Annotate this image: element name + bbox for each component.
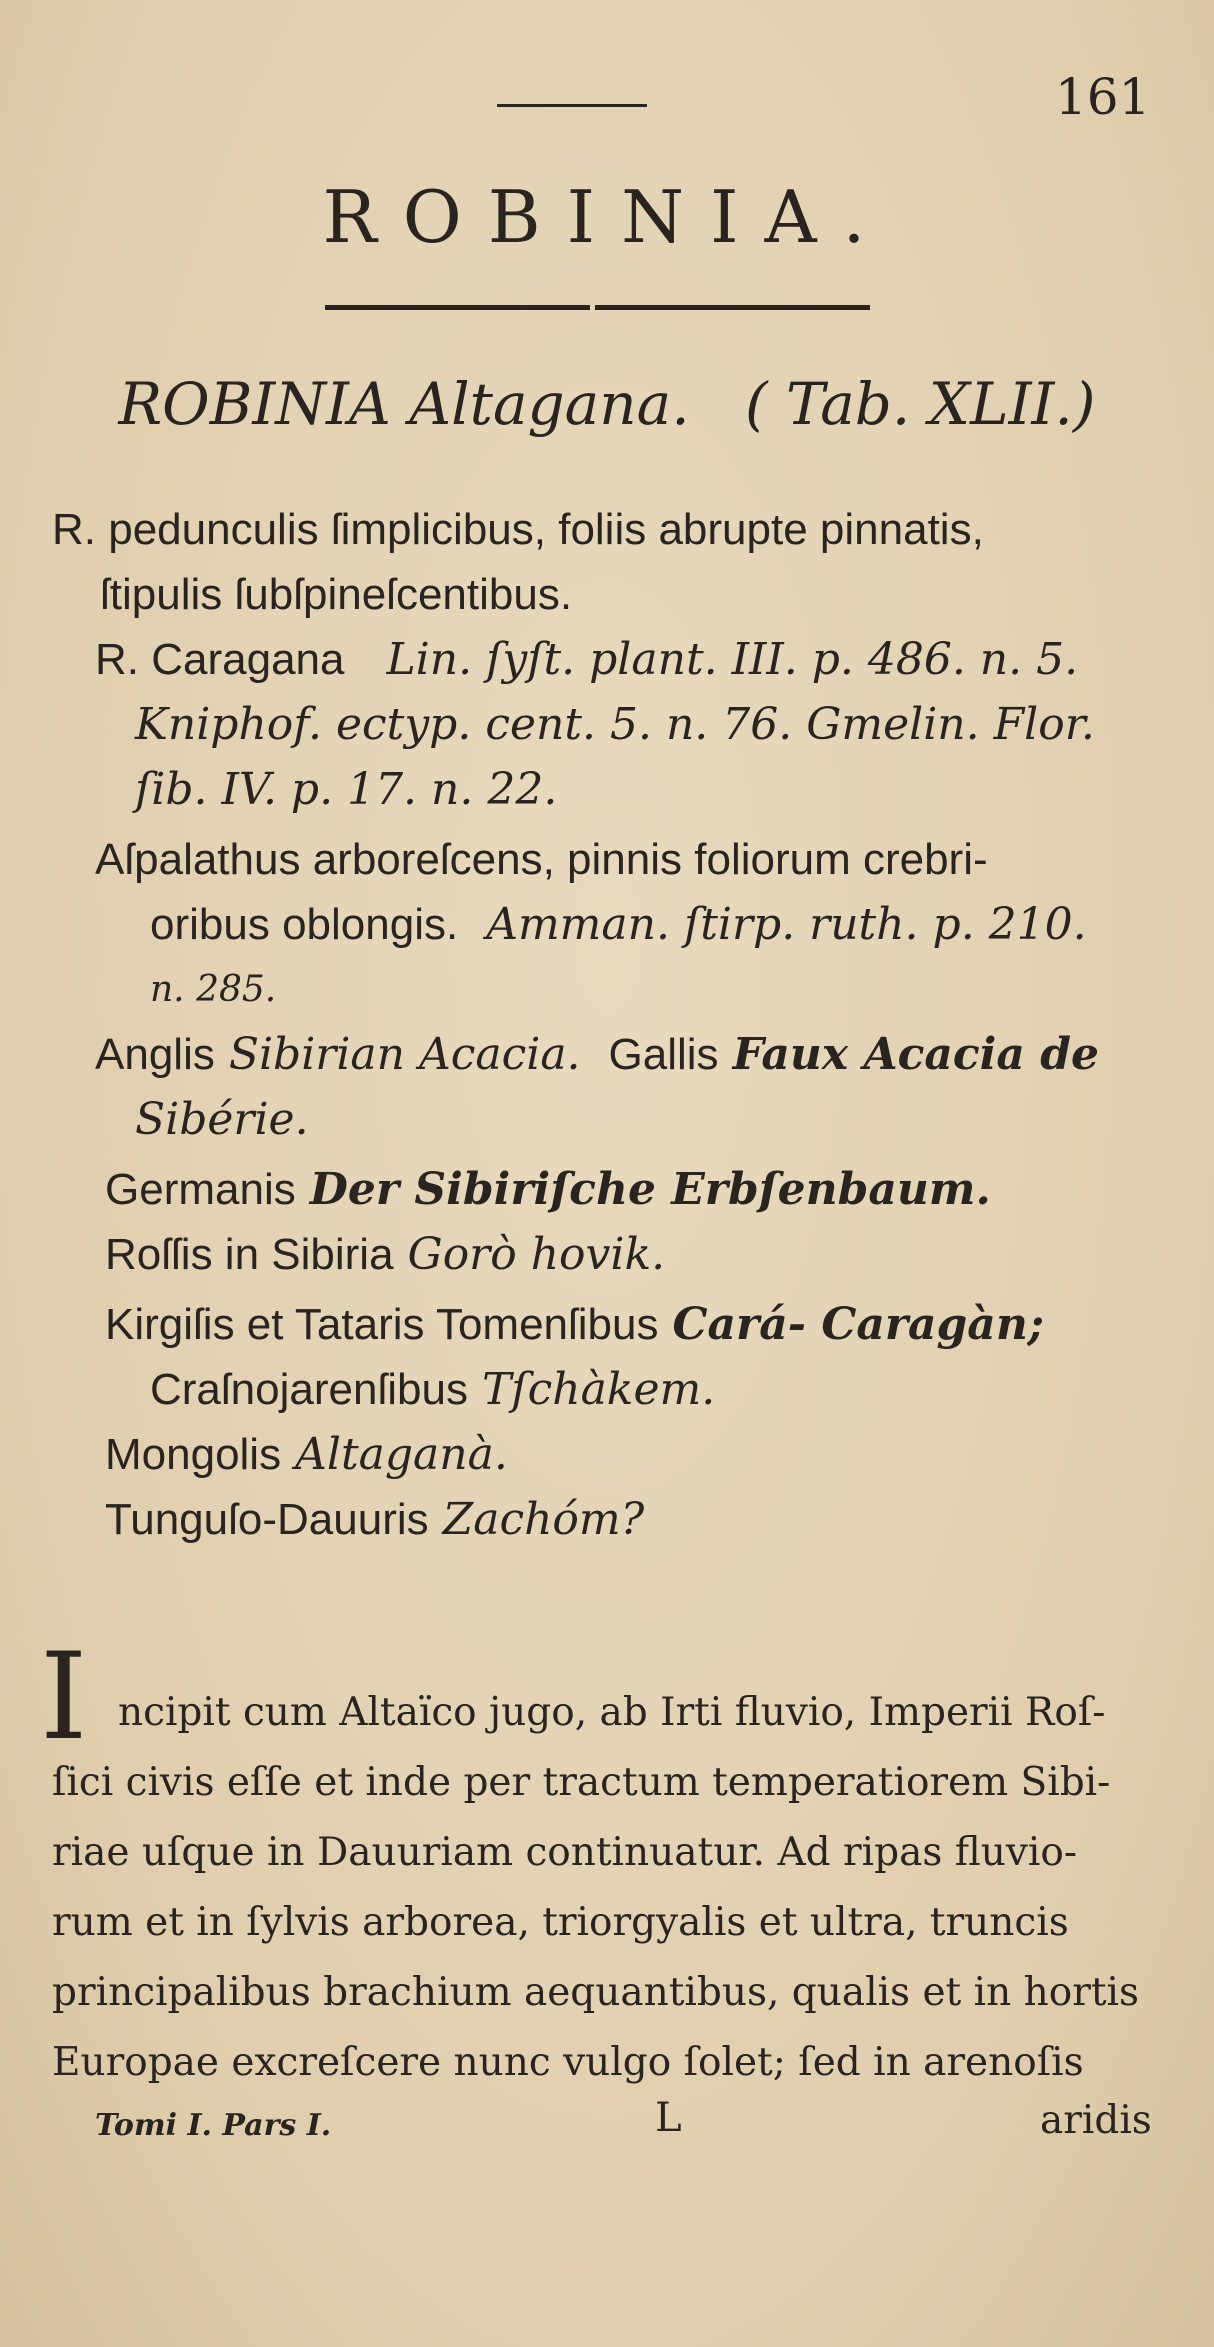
synonym-2-text: oribus oblongis. [150, 900, 459, 949]
vernacular-germanis [105, 1160, 991, 1220]
lang-label-gallis: Gallis [608, 1030, 719, 1079]
name-tunguso-dauuris: Zachóm? [442, 1494, 645, 1545]
body-line-6: Europae excreſcere nunc vulgo ſolet; ſed in arenoſis [52, 2040, 1084, 2085]
synonym-2-citation: Amman. ſtirp. ruth. p. 210. [486, 899, 1087, 950]
body-line-5: principalibus brachium aequantibus, qualis et in hortis [52, 1970, 1140, 2015]
vernacular-tunguso-dauuris [105, 1490, 644, 1550]
footer-catchword: aridis [1040, 2098, 1152, 2143]
footer-signature: L [655, 2095, 682, 2141]
header-rule [497, 104, 647, 107]
name-germanis: Der Sibiriſche Erbſenbaum. [309, 1164, 991, 1215]
name-gallis-continued: Sibérie. [135, 1094, 309, 1145]
name-crasnojarensibus: Tſchàkem. [481, 1364, 716, 1415]
name-rossis: Gorò hovik. [407, 1229, 666, 1280]
species-name: ROBINIA Altagana. [118, 370, 690, 438]
lang-label-tunguso-dauuris: Tunguſo-Dauuris [105, 1495, 429, 1544]
synonym-1-name: R. Caragana [95, 635, 345, 684]
body-line-2: ſici civis eſſe et inde per tractum temperatiorem Sibi- [52, 1760, 1111, 1805]
drop-cap: I [40, 1628, 88, 1767]
body-line-4: rum et in ſylvis arborea, triorgyalis et ultra, truncis [52, 1900, 1069, 1945]
synonym-1-line-1 [95, 630, 1078, 690]
name-mongolis: Altaganà. [295, 1429, 508, 1480]
name-anglis: Sibirian Acacia. [228, 1029, 581, 1080]
lang-label-rossis: Roſſis in Sibiria [105, 1230, 394, 1279]
diagnosis-line-1: R. pedunculis ſimplicibus, foliis abrupte pinnatis, [52, 505, 984, 554]
body-line-3: riae uſque in Dauuriam continuatur. Ad ripas fluvio- [52, 1830, 1078, 1875]
page-title: ROBINIA. [322, 175, 892, 259]
synonym-1-citation: Lin. ſyſt. plant. III. p. 486. n. 5. [386, 634, 1079, 685]
title-rule-left [325, 305, 590, 310]
synonym-1-line-3: ſib. IV. p. 17. n. 22. [135, 764, 558, 815]
name-kirgisis: Cará- Caragàn; [672, 1299, 1045, 1350]
lang-label-crasnojarensibus: Craſnojarenſibus [150, 1365, 468, 1414]
table-reference: ( Tab. XLII.) [744, 370, 1096, 438]
footer-volume: Tomi I. Pars I. [95, 2108, 332, 2143]
vernacular-crasnojarensibus [150, 1360, 715, 1420]
synonym-2-line-3: n. 285. [150, 969, 277, 1010]
lang-label-germanis: Germanis [105, 1165, 296, 1214]
lang-label-mongolis: Mongolis [105, 1430, 282, 1479]
synonym-1-line-2: Kniphof. ectyp. cent. 5. n. 76. Gmelin. Flor. [135, 699, 1095, 750]
lang-label-kirgisis: Kirgiſis et Tataris Tomenſibus [105, 1300, 659, 1349]
body-line-1: ncipit cum Altaïco jugo, ab Irti fluvio, Imperii Roſ- [118, 1690, 1106, 1735]
vernacular-kirgisis [105, 1295, 1044, 1355]
synonym-2-line-1: Aſpalathus arboreſcens, pinnis foliorum crebri- [95, 835, 988, 884]
species-heading [0, 370, 1214, 438]
title-rule-right [595, 305, 870, 310]
lang-label-anglis: Anglis [95, 1030, 215, 1079]
diagnosis-line-2: ſtipulis ſubſpineſcentibus. [100, 570, 573, 619]
vernacular-mongolis [105, 1425, 508, 1485]
synonym-2-line-2 [150, 895, 1087, 955]
page-number: 161 [1055, 68, 1151, 126]
vernacular-anglis [95, 1025, 1099, 1085]
name-gallis: Faux Acacia de [732, 1029, 1099, 1080]
vernacular-rossis [105, 1225, 665, 1285]
